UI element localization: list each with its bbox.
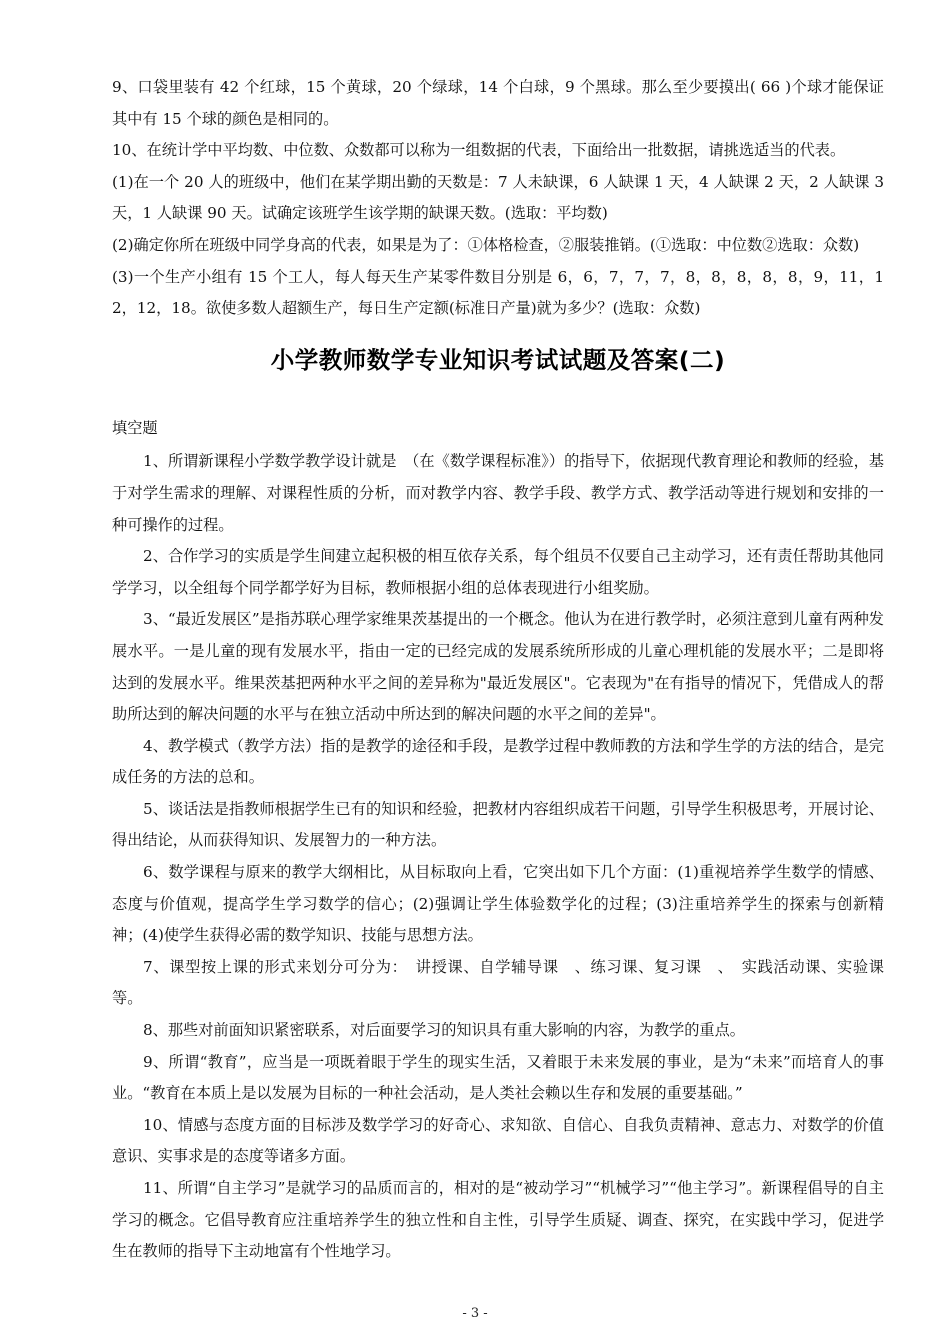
question-10: 10、在统计学中平均数、中位数、众数都可以称为一组数据的代表，下面给出一批数据，请挑选适当的代表。 [112,141,846,160]
question-10-part-3: (3)一个生产小组有 15 个工人，每人每天生产某零件数目分别是 6，6，7，7，7，8，8，8，8，8，9，11，12，12，18。欲使多数人超额生产，每日生产定额(标准日产量)就为多少？(选取：众数) [112,267,884,318]
question-9: 9、口袋里装有 42 个红球，15 个黄球，20 个绿球，14 个白球，9 个黑球。那么至少要摸出( 66 )个球才能保证其中有 15 个球的颜色是相同的。 [112,78,884,128]
fill-item: 11、所谓“自主学习”是就学习的品质而言的，相对的是“被动学习”“机械学习”“他主学习”。新课程倡导的自主学习的概念。它倡导教育应注重培养学生的独立性和自主性，引导学生质疑、调查、探究，在实践中学习，促进学生在教师的指导下主动地富有个性地学习。 [112,1179,884,1261]
fill-item: 10、情感与态度方面的目标涉及数学学习的好奇心、求知欲、自信心、自我负责精神、意志力、对数学的价值意识、实事求是的态度等诸多方面。 [112,1115,884,1166]
fill-item: 8、那些对前面知识紧密联系，对后面要学习的知识具有重大影响的内容，为教学的重点。 [143,1021,745,1040]
top-question-block [112,72,884,325]
question-10-part-1: (1)在一个 20 人的班级中，他们在某学期出勤的天数是：7 人未缺课，6 人缺课 1 天，4 人缺课 2 天，2 人缺课 3 天，1 人缺课 90 天。试确定该班学生该学期的缺课天数。(选取：平均数) [112,172,884,223]
fill-item: 2、合作学习的实质是学生间建立起积极的相互依存关系，每个组员不仅要自己主动学习，还有责任帮助其他同学学习，以全组每个同学都学好为目标，教师根据小组的总体表现进行小组奖励。 [112,547,884,597]
page-number: - 3 - [462,1306,488,1321]
question-10-part-2: (2)确定你所在班级中同学身高的代表，如果是为了：①体格检查，②服装推销。(①选取：中位数②选取：众数) [112,235,860,254]
page-title: 小学教师数学专业知识考试试题及答案(二) [270,345,726,374]
section-label: 填空题 [112,418,158,437]
fill-blank-list [112,446,900,1267]
fill-item: 3、“最近发展区”是指苏联心理学家维果茨基提出的一个概念。他认为在进行教学时，必须注意到儿童有两种发展水平。一是儿童的现有发展水平，指由一定的已经完成的发展系统所形成的儿童心理机能的发展水平；二是即将达到的发展水平。维果茨基把两种水平之间的差异称为"最近发展区"。它表现为"在有指导的情况下，凭借成人的帮助所达到的解决问题的水平与在独立活动中所达到的解决问题的水平之间的差异"。 [112,610,884,724]
fill-item: 6、数学课程与原来的教学大纲相比，从目标取向上看，它突出如下几个方面：(1)重视培养学生数学的情感、态度与价值观，提高学生学习数学的信心；(2)强调让学生体验数学化的过程；(3)注重培养学生的探索与创新精神；(4)使学生获得必需的数学知识、技能与思想方法。 [112,863,884,945]
fill-item: 5、谈话法是指教师根据学生已有的知识和经验，把教材内容组织成若干问题，引导学生积极思考，开展讨论、得出结论，从而获得知识、发展智力的一种方法。 [112,799,884,850]
fill-item: 7、课型按上课的形式来划分可分为： 讲授课、自学辅导课 、练习课、复习课 、 实践活动课、实验课 等。 [112,957,900,1008]
fill-item: 1、所谓新课程小学数学教学设计就是 （在《数学课程标准》）的指导下，依据现代教育理论和教师的经验，基于对学生需求的理解、对课程性质的分析，而对教学内容、教学手段、教学方式、教学活动等进行规划和安排的一种可操作的过程。 [112,452,884,534]
fill-item: 9、所谓“教育”，应当是一项既着眼于学生的现实生活，又着眼于未来发展的事业，是为“未来”而培育人的事业。“教育在本质上是以发展为目标的一种社会活动，是人类社会赖以生存和发展的重要基础。” [112,1052,884,1103]
fill-item: 4、教学模式（教学方法）指的是教学的途径和手段，是教学过程中教师教的方法和学生学的方法的结合，是完成任务的方法的总和。 [112,736,884,787]
